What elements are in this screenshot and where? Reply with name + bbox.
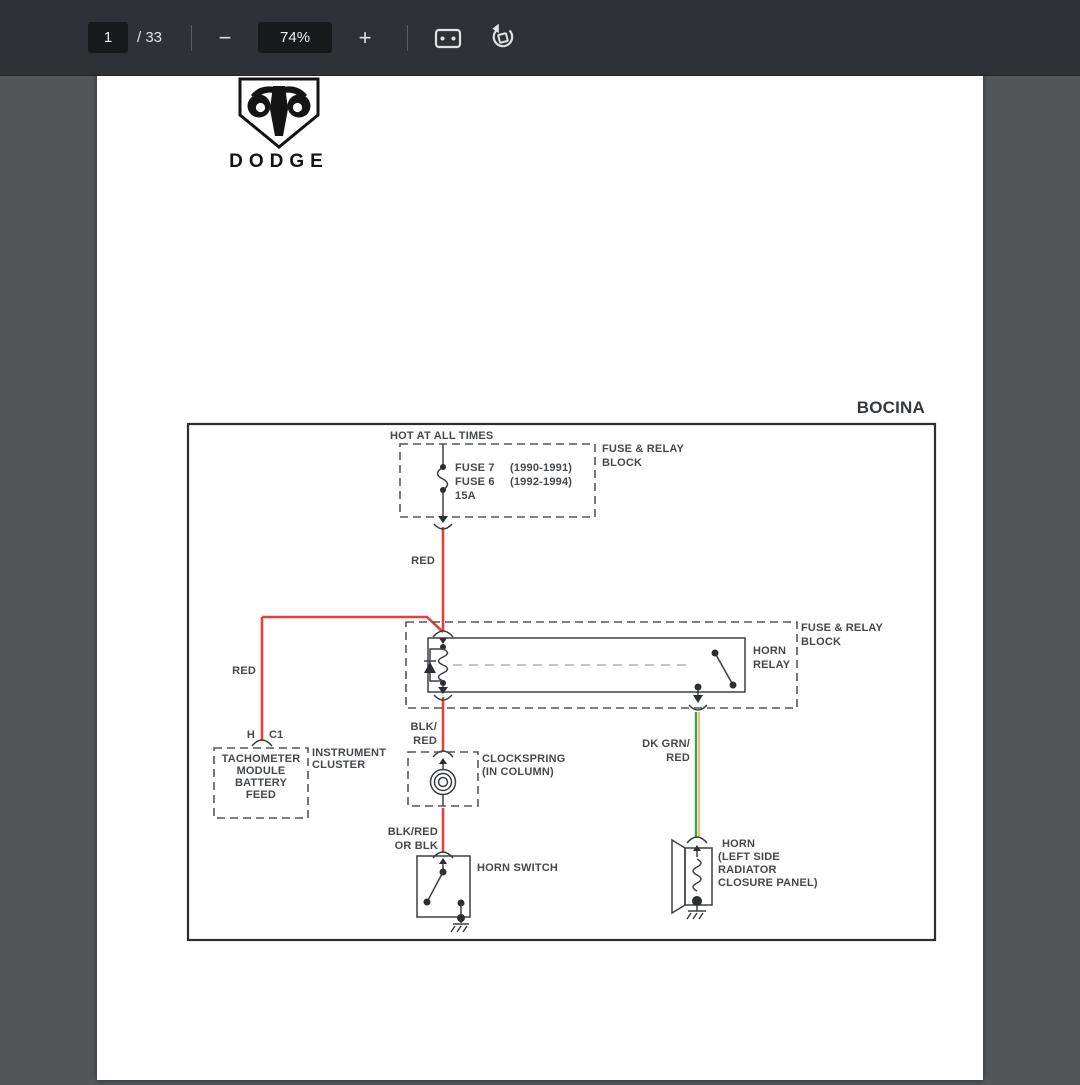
rotate-button[interactable] (488, 23, 518, 53)
wire-color-red: RED (411, 555, 435, 567)
horn-relay-label: RELAY (753, 659, 791, 671)
clockspring-label: CLOCKSPRING (482, 753, 565, 765)
rotate-counterclockwise-icon (488, 23, 518, 53)
wire-color-blkred-or-blk: OR BLK (395, 840, 438, 852)
fuse-relay-block-label: BLOCK (602, 457, 642, 469)
instrument-cluster-label: CLUSTER (312, 759, 365, 771)
pin-c1-label: C1 (269, 729, 283, 741)
fit-to-page-icon (432, 26, 464, 50)
fuse7-years: (1990-1991) (510, 462, 572, 474)
fuse6-label: FUSE 6 (455, 476, 495, 488)
wire-color-blk-red: RED (413, 735, 437, 747)
instrument-cluster-label: INSTRUMENT (312, 747, 386, 759)
dodge-logo (229, 79, 329, 172)
tachometer-label: TACHOMETER (222, 753, 301, 765)
fuse-block (390, 430, 685, 529)
fuse-relay-block-label: BLOCK (801, 636, 841, 648)
wire-color-dk-grn-red: DK GRN/ (642, 738, 690, 750)
toolbar-separator (407, 25, 408, 51)
fuse7-label: FUSE 7 (455, 462, 495, 474)
fit-to-page-button[interactable] (432, 26, 464, 50)
horn-label: (LEFT SIDE (718, 851, 780, 863)
wire-color-blkred-or-blk: BLK/RED (388, 826, 438, 838)
toolbar-separator (191, 25, 192, 51)
diagram-border (188, 424, 935, 940)
horn-switch-label: HORN SWITCH (477, 862, 558, 874)
logo-wordmark: DODGE (229, 151, 329, 172)
wires (262, 527, 699, 853)
horn-relay-block (406, 622, 884, 710)
fuse6-years: (1992-1994) (510, 476, 572, 488)
pdf-toolbar (0, 0, 1080, 76)
horn (672, 837, 818, 919)
pin-h-label: H (247, 729, 255, 741)
wiring-diagram (97, 75, 983, 1080)
hot-at-all-times-label: HOT AT ALL TIMES (390, 430, 493, 442)
fuse-amps: 15A (455, 490, 476, 502)
pdf-page (97, 75, 983, 1080)
zoom-level-input[interactable]: 74% (258, 22, 332, 53)
horn-label: HORN (722, 838, 755, 850)
horn-switch (417, 852, 558, 932)
zoom-out-button[interactable]: − (212, 27, 238, 49)
tachometer-label: BATTERY (235, 777, 288, 789)
fuse-relay-block-label: FUSE & RELAY (602, 443, 685, 455)
zoom-in-button[interactable]: + (352, 27, 378, 49)
wire-color-dk-grn-red: RED (666, 752, 690, 764)
tachometer-label: MODULE (237, 765, 286, 777)
fuse-relay-block-label: FUSE & RELAY (801, 622, 884, 634)
tachometer-label: FEED (246, 789, 276, 801)
page-number-input[interactable]: 1 (88, 22, 128, 53)
horn-label: RADIATOR (718, 864, 777, 876)
diagram-title: BOCINA (857, 398, 925, 417)
clockspring-label: (IN COLUMN) (482, 766, 554, 778)
wire-color-blk-red: BLK/ (411, 721, 437, 733)
clockspring (408, 751, 565, 806)
wire-color-red: RED (232, 665, 256, 677)
instrument-cluster (214, 729, 386, 818)
page-count-label: / 33 (137, 29, 162, 46)
horn-relay-label: HORN (753, 645, 786, 657)
horn-label: CLOSURE PANEL) (718, 877, 818, 889)
